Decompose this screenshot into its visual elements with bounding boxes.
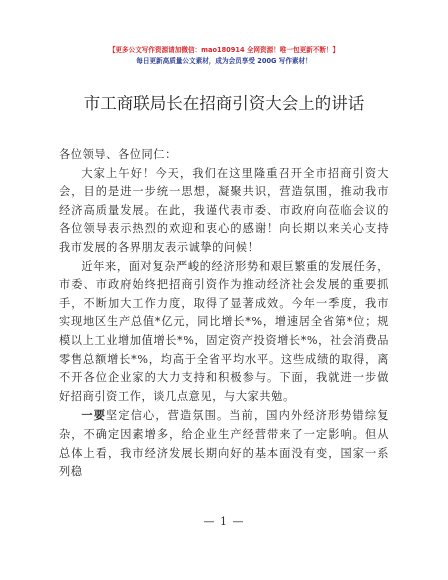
paragraph-text: 近年来，面对复杂严峻的经济形势和艰巨繁重的发展任务，市委、市政府始终把招商引资作为推动经济社会发展的重要抓手，不断加大工作力度，取得了显著成效。今年一季度，我市实现地区生产总值*亿元，同比增长*%，增速居全省第*位；规模以上工业增加值增长*%，固定资产投资增长*%，社会消费品零售总额增长*%，均高于全省平均水平。这些成绩的取得，离不开各位企业家的大力支持和积极参与。下面，我就进一步做好招商引资工作，谈几点意见，与大家共勉。 [59,259,389,403]
promo-banner-line-2: 每日更新高质量公文素材，成为会员享受 200G 写作素材！ [136,57,312,65]
page-number: — 1 — [203,515,245,528]
paragraph-3 [59,406,389,481]
paragraph-lead: 一要 [81,408,107,423]
paragraph-1 [59,165,389,258]
paragraph-2 [59,258,389,407]
paragraph-text: 大家上午好！今天，我们在这里隆重召开全市招商引资大会，目的是进一步统一思想，凝聚共识，营造氛围，推动我市经济高质量发展。在此，我谨代表市委、市政府向莅临会议的各位领导表示热烈的欢迎和衷心的感谢！向长期以来关心支持我市发展的各界朋友表示诚挚的问候！ [59,166,389,254]
document-body [59,146,389,482]
document-title: 市工商联局长在招商引资大会上的讲话 [83,94,365,113]
promo-banner-line-1: 【更多公文写作资源请加微信：mao180914 全网资源！唯一包更新不断！】 [108,46,340,54]
paragraph-text: 坚定信心，营造氛围。当前，国内外经济形势错综复杂，不确定因素增多，给企业生产经营带来了一定影响。但从总体上看，我市经济发展长期向好的基本面没有变，国家一系列稳 [59,409,389,479]
salutation: 各位领导、各位同仁： [59,148,177,161]
